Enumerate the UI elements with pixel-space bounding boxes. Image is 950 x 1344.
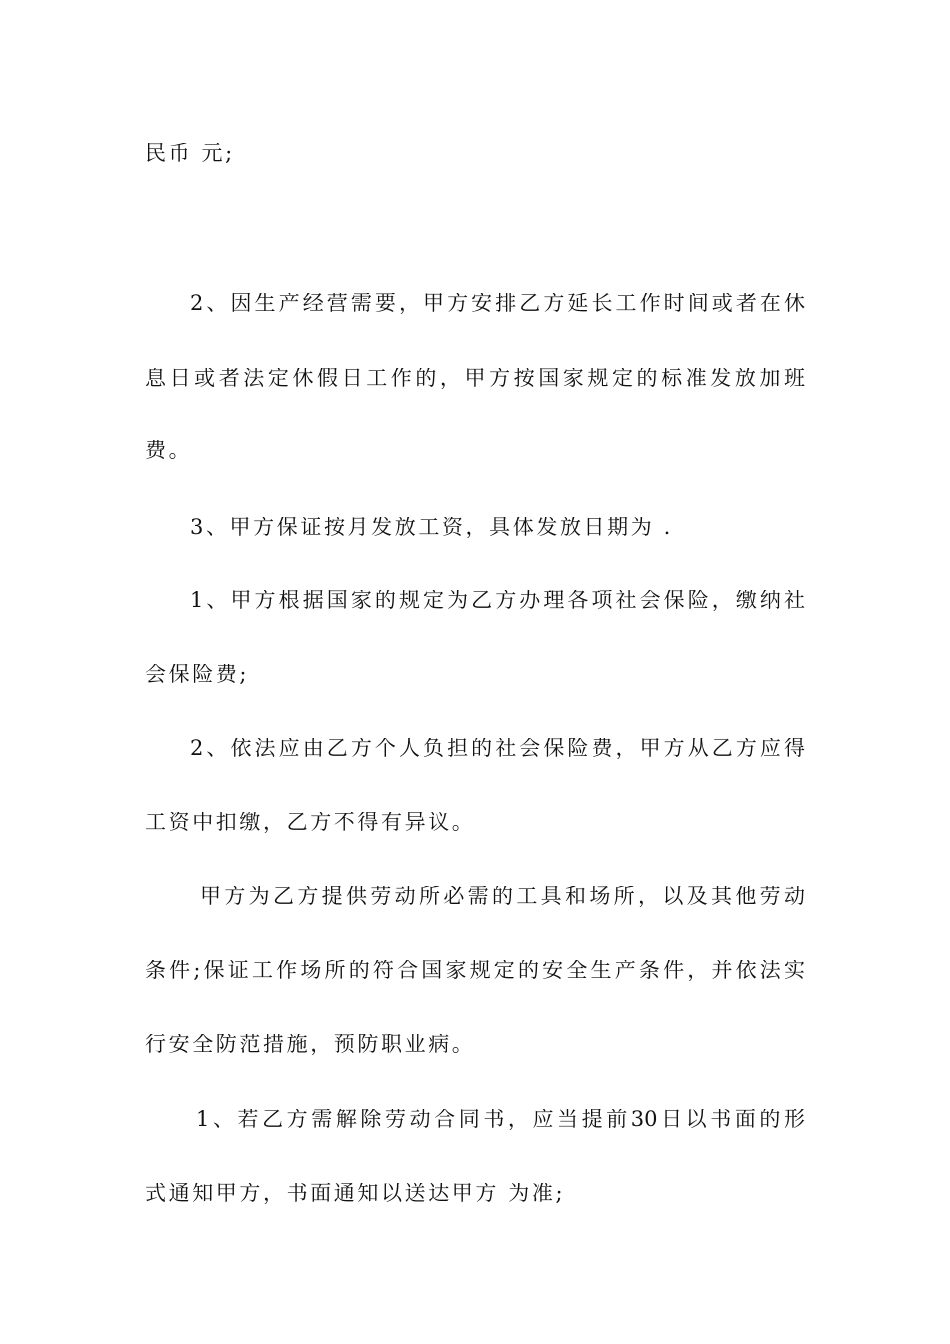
paragraph-2-line-1: 2、因生产经营需要，甲方安排乙方延长工作时间或者在休 (190, 293, 805, 314)
paragraph-2-line-3: 费。 (145, 440, 193, 461)
paragraph-4-line-1: 1、甲方根据国家的规定为乙方办理各项社会保险，缴纳社 (190, 590, 805, 611)
paragraph-3-line-1: 3、甲方保证按月发放工资，具体发放日期为 . (190, 517, 673, 538)
paragraph-5-line-1: 2、依法应由乙方个人负担的社会保险费，甲方从乙方应得 (190, 738, 805, 759)
paragraph-4-line-2: 会保险费; (145, 664, 250, 685)
paragraph-6-line-3: 行安全防范措施，预防职业病。 (145, 1034, 476, 1055)
paragraph-6-line-2: 条件;保证工作场所的符合国家规定的安全生产条件，并依法实 (145, 960, 805, 981)
text-line-1: 民币 元; (145, 143, 235, 164)
paragraph-7-line-1: 1、若乙方需解除劳动合同书，应当提前30日以书面的形 (196, 1109, 805, 1130)
paragraph-6-line-1: 甲方为乙方提供劳动所必需的工具和场所，以及其他劳动 (200, 886, 805, 907)
paragraph-5-line-2: 工资中扣缴，乙方不得有异议。 (145, 812, 476, 833)
paragraph-7-line-2: 式通知甲方，书面通知以送达甲方 为准; (145, 1183, 566, 1204)
paragraph-2-line-2: 息日或者法定休假日工作的，甲方按国家规定的标准发放加班 (145, 368, 805, 389)
